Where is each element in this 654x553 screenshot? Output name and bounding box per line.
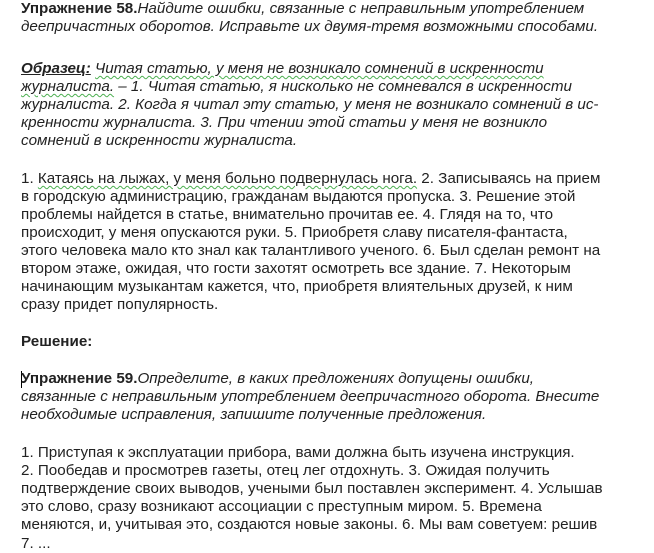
ex59-sentences-line-4: это слово, сразу возникают ассоциации с преступным миром. 5. Времена bbox=[21, 498, 542, 515]
exercise-59-heading-line bbox=[21, 370, 534, 388]
example-wrong-sentence-part-1: Читая статью, у меня не возникало сомнений в искренности bbox=[95, 60, 544, 77]
example-line-3: журналиста. 2. Когда я читал эту статью, у меня не возникало сомнений в ис- bbox=[21, 96, 599, 113]
ex59-sentences-line-2: 2. Пообедав и просмотрев газеты, отец лег отдохнуть. 3. Ожидая получить bbox=[21, 462, 550, 479]
example-line-1 bbox=[21, 60, 544, 78]
exercise-59-task-line-3: необходимые исправления, запишите полученные предложения. bbox=[21, 406, 487, 423]
example-line-2 bbox=[21, 78, 572, 96]
exercise-58-heading-line bbox=[21, 0, 584, 18]
ex58-sentences-line-5: этого человека мало кто знал как талантливого ученого. 6. Был сделан ремонт на bbox=[21, 242, 601, 259]
ex58-sentences-line-1-rest: 2. Записываясь на прием bbox=[417, 170, 601, 187]
ex58-sentences-line-8: сразу придет популярность. bbox=[21, 296, 219, 313]
example-wrong-sentence-part-2: журналиста. bbox=[21, 78, 115, 95]
example-line-4: кренности журналиста. 3. При чтении этой статьи у меня не возникло bbox=[21, 114, 548, 131]
exercise-59-task-line-2: связанные с неправильным употреблением деепричастного оборота. Внесите bbox=[21, 388, 600, 405]
ex59-sentences-line-3: подтверждение своих выводов, учеными был поставлен эксперимент. 4. Услышав bbox=[21, 480, 603, 497]
ex59-sentences-line-5: меняются, и, учитывая это, создаются новые законы. 6. Мы вам советуем: решив bbox=[21, 516, 598, 533]
ex58-sentences-line-4: происходит, у меня опускаются руки. 5. Приобретя славу писателя-фантаста, bbox=[21, 224, 568, 241]
ex58-sentences-line-1 bbox=[21, 170, 600, 188]
ex58-sentences-line-6: втором этаже, ожидая, что гости захотят осмотреть все здание. 7. Некоторым bbox=[21, 260, 571, 277]
ex58-number-1: 1. bbox=[21, 170, 38, 187]
exercise-59-label: Упражнение 59. bbox=[21, 370, 138, 387]
ex59-sentences-line-1: 1. Приступая к эксплуатации прибора, вами должна быть изучена инструкция. bbox=[21, 444, 575, 461]
example-correction-1: – 1. Читая статью, я нисколько не сомневался в искренности bbox=[114, 78, 572, 95]
ex59-sentences-line-6-clipped: 7. ... bbox=[21, 535, 51, 552]
ex58-sentences-line-3: проблемы найдется в статье, внимательно прочитав ее. 4. Глядя на то, что bbox=[21, 206, 554, 223]
example-line-5: сомнений в искренности журналиста. bbox=[21, 132, 298, 149]
exercise-59-task-line-1: Определите, в каких предложениях допущены ошибки, bbox=[137, 370, 535, 387]
exercise-58-label: Упражнение 58. bbox=[21, 0, 138, 17]
exercise-58-task-line-1: Найдите ошибки, связанные с неправильным употреблением bbox=[137, 0, 585, 17]
solution-heading: Решение: bbox=[21, 333, 93, 350]
ex58-sentences-line-7: начинающим музыкантам кажется, что, приобретя влиятельных друзей, к ним bbox=[21, 278, 573, 295]
ex58-sentence-1: Катаясь на лыжах, у меня больно подвернулась нога. bbox=[37, 170, 418, 187]
ex58-sentences-line-2: в городскую администрацию, гражданам выдаются пропуска. 3. Решение этой bbox=[21, 188, 576, 205]
example-label: Образец: bbox=[21, 60, 91, 77]
exercise-58-task-line-2: деепричастных оборотов. Исправьте их двумя-тремя возможными способами. bbox=[21, 18, 599, 35]
